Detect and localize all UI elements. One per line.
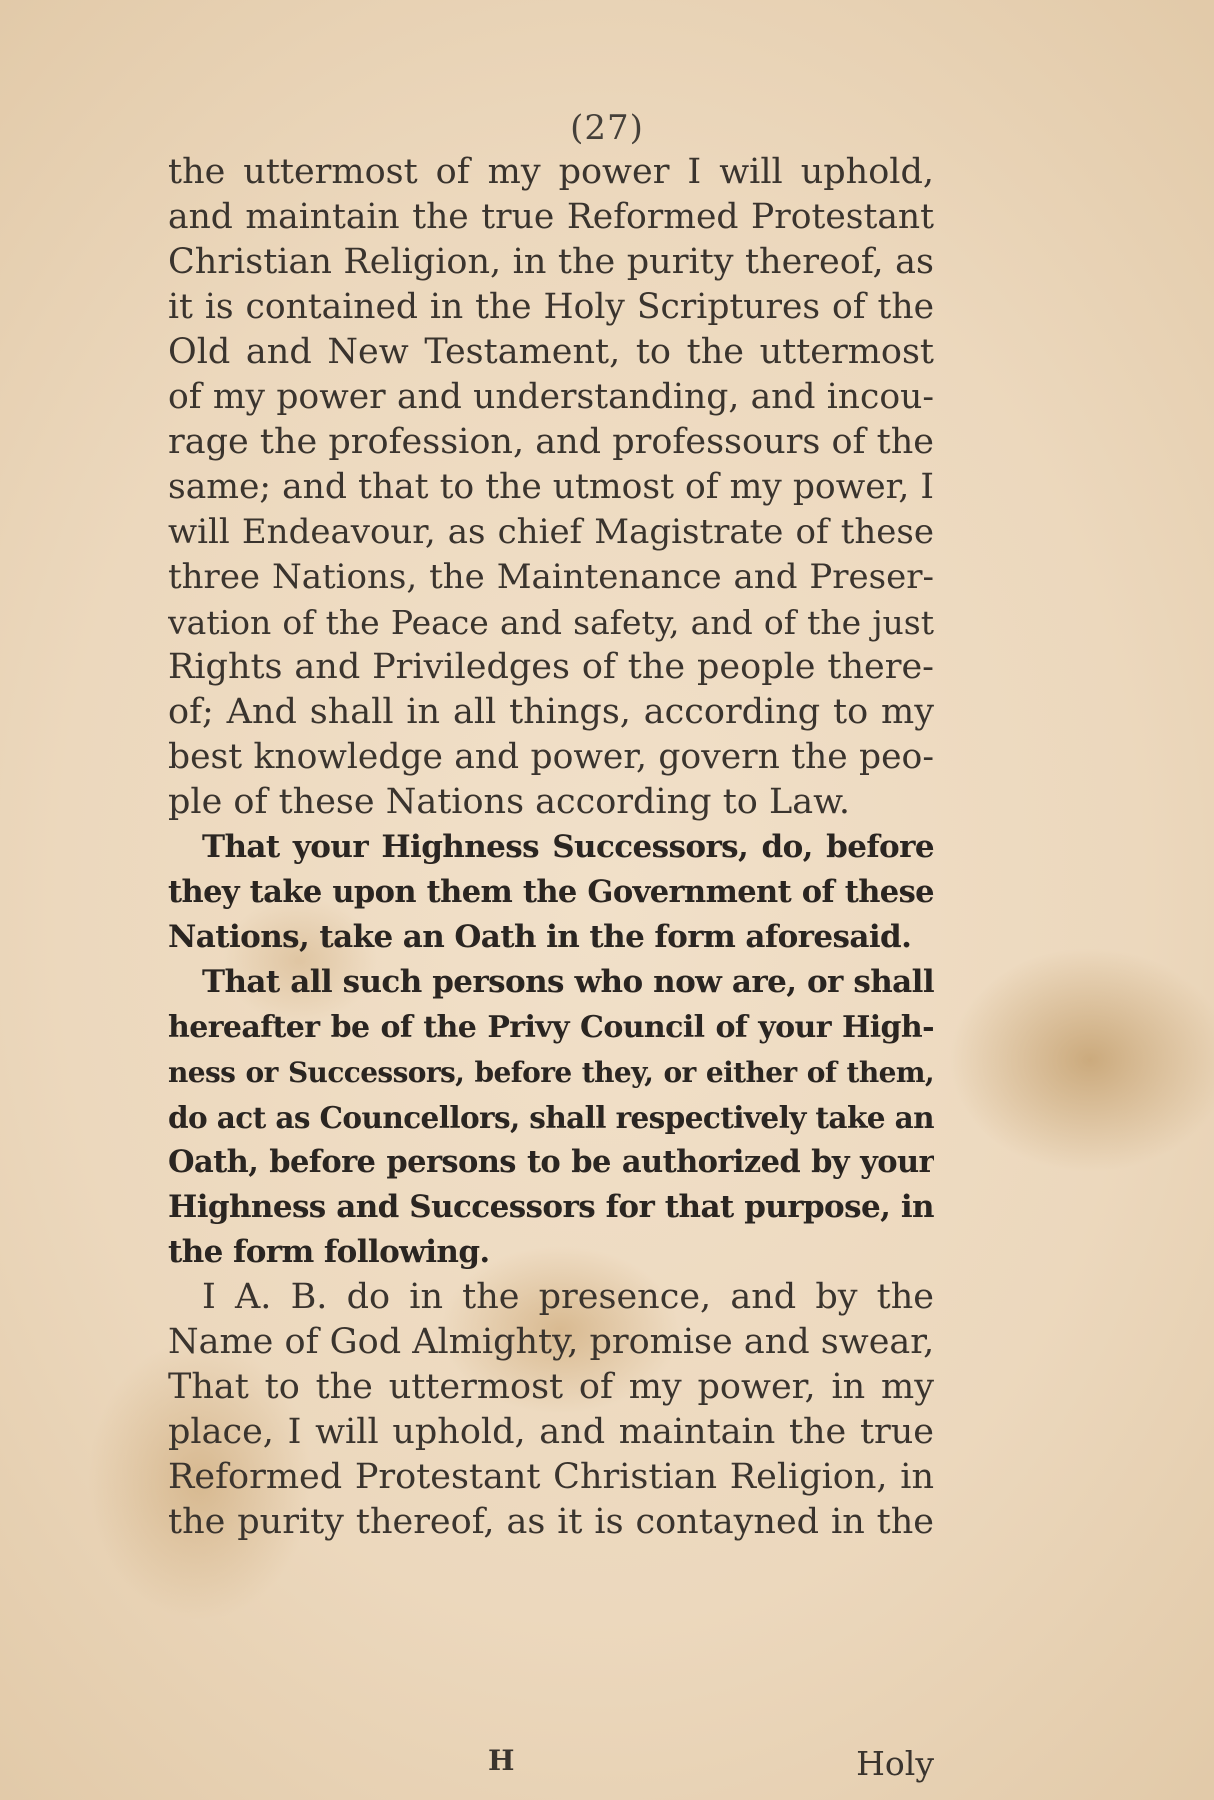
blackletter-line: the form following.	[168, 1234, 490, 1270]
blackletter-line: do act as Councellors, shall respectively take an	[168, 1100, 934, 1135]
blackletter-line: Nations, take an Oath in the form aforesaid.	[168, 919, 912, 955]
text-line: ple of these Nations according to Law.	[168, 782, 851, 822]
text-line: Reformed Protestant Christian Religion, in	[168, 1457, 934, 1497]
text-line: That to the uttermost of my power, in my	[168, 1367, 934, 1407]
text-line: best knowledge and power, govern the peo-	[168, 737, 934, 777]
text-line: vation of the Peace and safety, and of the just	[168, 603, 934, 642]
page-number: (27)	[570, 108, 644, 148]
text-line: three Nations, the Maintenance and Preser-	[168, 557, 934, 597]
text-line: Christian Religion, in the purity thereof, as	[168, 242, 934, 282]
blackletter-line: ness or Successors, before they, or either of them,	[168, 1056, 934, 1089]
body-text	[168, 150, 934, 1545]
text-line: rage the profession, and professours of the	[168, 422, 934, 462]
blackletter-line: hereafter be of the Privy Council of your High-	[168, 1010, 934, 1045]
text-line: of; And shall in all things, according to my	[168, 692, 934, 732]
text-line: and maintain the true Reformed Protestant	[168, 197, 934, 237]
text-line: same; and that to the utmost of my power, I	[168, 467, 934, 507]
text-line: the purity thereof, as it is contayned in the	[168, 1502, 934, 1542]
text-line: the uttermost of my power I will uphold,	[168, 152, 934, 192]
text-line: will Endeavour, as chief Magistrate of these	[168, 512, 934, 552]
text-line: Rights and Priviledges of the people there-	[168, 647, 934, 687]
blackletter-line: That all such persons who now are, or shall	[202, 964, 934, 1000]
blackletter-line: Highness and Successors for that purpose, in	[168, 1189, 934, 1225]
blackletter-line: they take upon them the Government of these	[168, 874, 934, 910]
text-line: place, I will uphold, and maintain the true	[168, 1412, 934, 1452]
signature-mark: H	[488, 1744, 515, 1777]
text-line: Old and New Testament, to the uttermost	[168, 332, 934, 372]
text-line: it is contained in the Holy Scriptures of the	[168, 287, 934, 327]
text-line: I A. B. do in the presence, and by the	[202, 1277, 934, 1317]
text-line: of my power and understanding, and incou-	[168, 377, 934, 417]
blackletter-line: Oath, before persons to be authorized by your	[168, 1144, 934, 1180]
blackletter-line: That your Highness Successors, do, before	[202, 829, 934, 865]
catchword: Holy	[856, 1744, 934, 1783]
text-line: Name of God Almighty, promise and swear,	[168, 1322, 934, 1362]
page-footer	[168, 1744, 934, 1784]
